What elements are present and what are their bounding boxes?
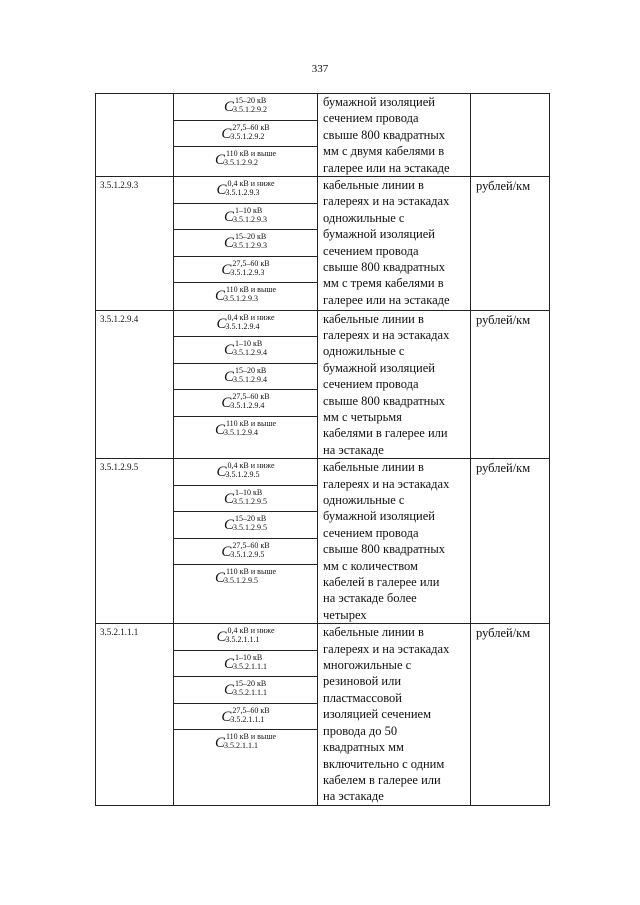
rate-symbol (174, 651, 317, 678)
description-line: сечением провода (323, 243, 419, 258)
description-line: свыше 800 квадратных (323, 260, 446, 275)
rate-symbol-formula (224, 653, 267, 671)
code-subscript: 3.5.1.2.9.4 (223, 427, 258, 437)
description-line: бумажной изоляцией (323, 95, 435, 109)
rate-symbol (174, 121, 317, 148)
rate-symbol (174, 147, 317, 174)
rate-symbol-formula (224, 514, 267, 532)
rate-symbol (174, 459, 317, 486)
symbol-cell (174, 94, 318, 177)
rate-symbol (174, 177, 317, 204)
rate-symbol-letter: C (221, 261, 232, 278)
voltage-superscript: 27,5–60 кВ (232, 540, 270, 550)
rate-symbol (174, 704, 317, 731)
rate-symbol (174, 230, 317, 257)
rate-symbol-formula (224, 488, 267, 506)
rate-symbol-formula (224, 206, 267, 224)
code-subscript: 3.5.2.1.1.1 (233, 688, 267, 698)
rate-symbol-letter: C (224, 342, 235, 359)
code-subscript: 3.5.2.1.1.1 (225, 635, 260, 645)
rate-symbol-letter: C (216, 182, 227, 199)
page-number: 337 (311, 63, 329, 75)
rate-symbol-formula (215, 285, 276, 303)
rate-symbol-formula (216, 179, 274, 197)
voltage-superscript: 0,4 кВ и ниже (227, 461, 275, 471)
rate-symbol (174, 364, 317, 391)
rate-symbol (174, 565, 317, 592)
voltage-superscript: 15–20 кВ (235, 514, 267, 524)
rate-symbol-letter: C (224, 368, 235, 385)
item-code: 3.5.2.1.1.1 (96, 624, 174, 805)
item-code (96, 94, 174, 177)
rate-symbol-letter: C (214, 152, 225, 168)
code-subscript: 3.5.1.2.9.5 (233, 523, 267, 533)
description-line: включительно с одним (323, 756, 445, 771)
description-line: одножильные с (323, 493, 405, 507)
description-line: бумажной изоляцией (323, 227, 435, 242)
rate-symbol-letter: C (214, 570, 225, 587)
voltage-superscript: 27,5–60 кВ (232, 705, 270, 715)
rate-symbol-letter: C (221, 708, 232, 725)
rate-symbol-formula (215, 419, 276, 437)
description-line: кабельные линии в (323, 178, 424, 193)
rate-symbol-formula (216, 461, 274, 479)
code-subscript: 3.5.1.2.9.5 (225, 470, 260, 480)
rate-symbol-formula (215, 149, 276, 167)
voltage-superscript: 0,4 кВ и ниже (227, 312, 275, 322)
rate-symbol-letter: C (221, 125, 232, 142)
description-line: галереях и на эстакадах (323, 194, 450, 209)
rate-symbol-formula (224, 679, 267, 697)
table-row (96, 177, 550, 311)
description-cell (318, 177, 471, 311)
rate-symbol-formula (221, 706, 269, 724)
table-row (96, 459, 550, 624)
description-line: одножильные с (323, 344, 405, 359)
rate-symbol-letter: C (224, 208, 235, 225)
rate-symbol-formula (221, 123, 269, 141)
rate-symbol-formula (224, 339, 267, 357)
voltage-superscript: 0,4 кВ и ниже (227, 179, 275, 189)
description-line: сечением провода (323, 377, 419, 392)
rate-symbol (174, 539, 317, 566)
rate-symbol-formula (224, 232, 267, 250)
rate-symbol (174, 311, 317, 338)
rate-symbol (174, 486, 317, 513)
symbol-cell (174, 459, 318, 624)
code-subscript: 3.5.1.2.9.5 (223, 576, 258, 586)
description-line: бумажной изоляцией (323, 509, 435, 524)
code-subscript: 3.5.1.2.9.2 (233, 105, 267, 114)
rate-symbol (174, 677, 317, 704)
rate-symbol-formula (215, 732, 276, 750)
code-subscript: 3.5.1.2.9.4 (233, 348, 267, 358)
unit-cell: рублей/км (471, 459, 550, 624)
description-line: свыше 800 квадратных (323, 127, 446, 142)
description-line: свыше 800 квадратных (323, 393, 446, 408)
rate-symbol (174, 94, 317, 121)
unit-cell: рублей/км (471, 310, 550, 459)
item-code: 3.5.1.2.9.3 (96, 177, 174, 311)
code-subscript: 3.5.1.2.9.4 (233, 374, 267, 384)
code-subscript: 3.5.1.2.9.3 (233, 214, 267, 224)
description-line: галереях и на эстакадах (323, 327, 450, 342)
voltage-superscript: 110 кВ и выше (225, 149, 277, 158)
description-line: мм с тремя кабелями в (323, 276, 444, 291)
rate-symbol (174, 204, 317, 231)
description-line: кабелей в галерее или (323, 575, 440, 590)
description-line: мм с количеством (323, 558, 418, 573)
rate-symbol-letter: C (224, 235, 235, 252)
rate-symbol-letter: C (221, 543, 232, 560)
table-row (96, 310, 550, 459)
description-line: галерее или на эстакаде (323, 160, 450, 175)
description-line: кабельные линии в (323, 625, 424, 640)
description-line: многожильные с (323, 658, 412, 673)
rate-symbol-formula (221, 541, 269, 559)
code-subscript: 3.5.2.1.1.1 (230, 714, 265, 724)
voltage-superscript: 110 кВ и выше (225, 567, 277, 577)
description-line: резиновой или (323, 674, 402, 689)
description-line: изоляцией сечением (323, 707, 431, 722)
rate-symbol-letter: C (224, 490, 235, 507)
tariff-table (95, 93, 550, 806)
description-line: сечением провода (323, 525, 419, 540)
item-code: 3.5.1.2.9.5 (96, 459, 174, 624)
rate-symbol-letter: C (224, 517, 235, 534)
description-line: свыше 800 квадратных (323, 542, 446, 557)
rate-symbol-letter: C (214, 735, 225, 752)
description-line: галерее или на эстакаде (323, 292, 450, 307)
rate-symbol-letter: C (224, 99, 235, 115)
code-subscript: 3.5.1.2.9.3 (225, 188, 260, 198)
rate-symbol-letter: C (221, 395, 232, 412)
code-subscript: 3.5.1.2.9.4 (225, 321, 260, 331)
rate-symbol (174, 257, 317, 284)
voltage-superscript: 15–20 кВ (235, 232, 267, 242)
rate-symbol (174, 390, 317, 417)
code-subscript: 3.5.2.1.1.1 (233, 661, 267, 671)
rate-symbol-formula (221, 259, 269, 277)
code-subscript: 3.5.1.2.9.5 (230, 549, 265, 559)
description-line: кабелями в галерее или (323, 426, 448, 441)
code-subscript: 3.5.1.2.9.2 (223, 158, 258, 167)
unit-cell: рублей/км (471, 624, 550, 805)
rate-symbol-letter: C (214, 421, 225, 438)
rate-symbol-letter: C (216, 464, 227, 481)
description-line: мм с четырьмя (323, 409, 402, 424)
voltage-superscript: 1–10 кВ (235, 339, 263, 349)
description-line: на эстакаде (323, 789, 384, 804)
description-cell (318, 94, 471, 177)
description-line: бумажной изоляцией (323, 360, 435, 375)
rate-symbol-letter: C (224, 655, 235, 672)
rate-symbol (174, 624, 317, 651)
table-row (96, 94, 550, 177)
rate-symbol-letter: C (214, 288, 225, 305)
code-subscript: 3.5.2.1.1.1 (223, 741, 258, 751)
description-line: кабелем в галерее или (323, 772, 441, 787)
code-subscript: 3.5.1.2.9.5 (233, 496, 267, 506)
table-row (96, 624, 550, 805)
symbol-cell (174, 177, 318, 311)
code-subscript: 3.5.1.2.9.3 (230, 267, 265, 277)
unit-cell (471, 94, 550, 177)
symbol-cell (174, 624, 318, 805)
description-line: кабельные линии в (323, 311, 424, 326)
description-line: одножильные с (323, 210, 405, 225)
description-cell (318, 310, 471, 459)
description-line: на эстакаде более (323, 591, 417, 606)
voltage-superscript: 1–10 кВ (235, 652, 263, 662)
voltage-superscript: 0,4 кВ и ниже (227, 626, 275, 636)
rate-symbol-letter: C (216, 315, 227, 332)
voltage-superscript: 27,5–60 кВ (232, 122, 270, 132)
description-line: на эстакаде (323, 442, 384, 457)
code-subscript: 3.5.1.2.9.3 (223, 294, 258, 304)
description-line: четырех (323, 607, 367, 622)
description-line: провода до 50 (323, 723, 398, 738)
rate-symbol-letter: C (216, 629, 227, 646)
description-line: пластмассовой (323, 690, 402, 705)
voltage-superscript: 110 кВ и выше (225, 418, 277, 428)
item-code: 3.5.1.2.9.4 (96, 310, 174, 459)
voltage-superscript: 15–20 кВ (235, 96, 267, 105)
description-line: квадратных мм (323, 740, 404, 755)
rate-symbol (174, 730, 317, 757)
rate-symbol-formula (221, 392, 269, 410)
voltage-superscript: 1–10 кВ (235, 205, 263, 215)
rate-symbol-formula (224, 366, 267, 384)
rate-symbol (174, 337, 317, 364)
voltage-superscript: 15–20 кВ (235, 365, 267, 375)
description-line: мм с двумя кабелями в (323, 144, 445, 159)
rate-symbol-formula (224, 96, 267, 114)
description-cell (318, 624, 471, 805)
code-subscript: 3.5.1.2.9.3 (233, 241, 267, 251)
rate-symbol-letter: C (224, 682, 235, 699)
voltage-superscript: 110 кВ и выше (225, 732, 277, 742)
code-subscript: 3.5.1.2.9.4 (230, 401, 265, 411)
rate-symbol-formula (216, 626, 274, 644)
rate-symbol (174, 417, 317, 444)
voltage-superscript: 27,5–60 кВ (232, 258, 270, 268)
unit-cell: рублей/км (471, 177, 550, 311)
description-line: галереях и на эстакадах (323, 641, 450, 656)
rate-symbol (174, 283, 317, 310)
rate-symbol-formula (216, 313, 274, 331)
voltage-superscript: 110 кВ и выше (225, 285, 277, 295)
code-subscript: 3.5.1.2.9.2 (230, 131, 265, 141)
rate-symbol-formula (215, 567, 276, 585)
rate-symbol (174, 512, 317, 539)
description-line: кабельные линии в (323, 460, 424, 475)
voltage-superscript: 15–20 кВ (235, 679, 267, 689)
description-line: галереях и на эстакадах (323, 476, 450, 491)
description-cell (318, 459, 471, 624)
voltage-superscript: 27,5–60 кВ (232, 392, 270, 402)
voltage-superscript: 1–10 кВ (235, 487, 263, 497)
description-line: сечением провода (323, 111, 419, 126)
symbol-cell (174, 310, 318, 459)
